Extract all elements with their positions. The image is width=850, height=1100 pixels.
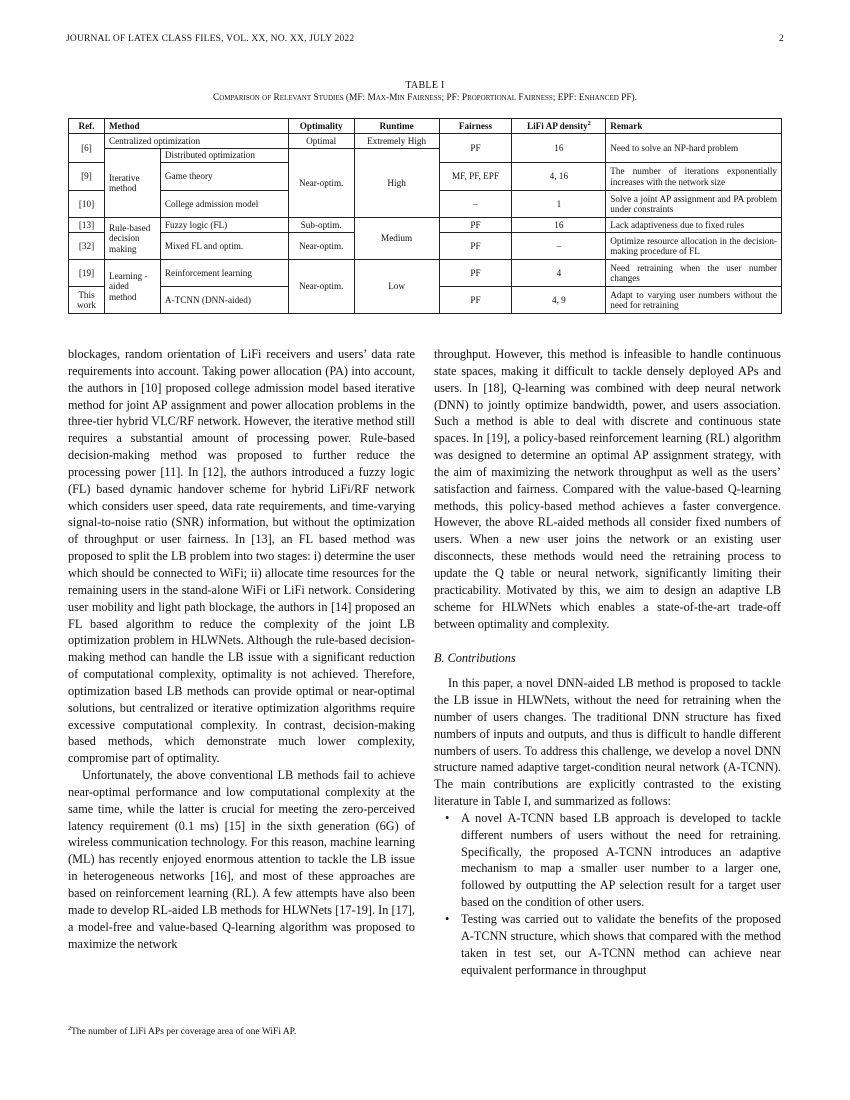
- cell-fairness: MF, PF, EPF: [439, 163, 512, 191]
- cell-remark: The number of iterations exponentially increases with the network size: [606, 163, 782, 191]
- cell-ref: [19]: [69, 260, 105, 287]
- cell-ref: [32]: [69, 233, 105, 260]
- cell-remark: Adapt to varying user numbers without the need for retraining: [606, 287, 782, 314]
- cell-method: Reinforcement learning: [160, 260, 288, 287]
- header-density: [512, 119, 606, 134]
- cell-remark: Need retraining when the user number changes: [606, 260, 782, 287]
- cell-fairness: PF: [439, 134, 512, 163]
- header-runtime: Runtime: [354, 119, 439, 134]
- list-item-text: Testing was carried out to validate the benefits of the proposed A-TCNN structure, which shows that compared with the method taken in test set, our A-TCNN method can achieve near equivalent performance in throughput: [461, 912, 781, 977]
- cell-density: 4, 16: [512, 163, 606, 191]
- paragraph: Unfortunately, the above conventional LB methods fail to achieve near-optimal performance and low computational complexity at the same time, while the latter is crucial for meeting the zero-perceived latency requirement (0.1 ms) [15] in the sixth generation (6G) of wireless communication technology. For this reason, machine learning (ML) has recently enjoyed enormous attention to tackle the LB issue in heterogeneous networks [16], and most of these approaches are based on reinforcement learning (RL). A few attempts have also been made to develop RL-aided LB methods for HLWNets [17-19]. In [17], a model-free and value-based Q-learning algorithm was proposed to maximize the network: [68, 768, 415, 951]
- cell-runtime: Medium: [354, 218, 439, 260]
- cell-density: 1: [512, 191, 606, 218]
- cell-category: Learning -aided method: [104, 260, 160, 314]
- footnote: [68, 1026, 415, 1037]
- table-row: [69, 260, 782, 287]
- cell-runtime: Extremely High: [354, 134, 439, 149]
- cell-density: 16: [512, 134, 606, 163]
- page-number: 2: [779, 34, 784, 44]
- left-column: [68, 346, 415, 952]
- table-title: Comparison of Relevant Studies (MF: Max-Min Fairness; PF: Proportional Fairness; EPF: Enhanced PF).: [213, 93, 637, 103]
- cell-ref: This work: [69, 287, 105, 314]
- list-item: [434, 810, 781, 911]
- bullet-icon: •: [445, 810, 450, 825]
- cell-method: Centralized optimization: [104, 134, 288, 149]
- header-fairness: Fairness: [439, 119, 512, 134]
- cell-optimality: Near-optim.: [288, 233, 354, 260]
- cell-method: Fuzzy logic (FL): [160, 218, 288, 233]
- table-row: [69, 218, 782, 233]
- contribution-list: [434, 810, 781, 978]
- table-caption: [66, 80, 784, 103]
- cell-optimality: Near-optim.: [288, 149, 354, 218]
- bullet-icon: •: [445, 912, 450, 926]
- cell-optimality: Near-optim.: [288, 260, 354, 314]
- cell-method: College admission model: [160, 191, 288, 218]
- table-row: [69, 134, 782, 149]
- running-header: [66, 34, 784, 48]
- cell-runtime: High: [354, 149, 439, 218]
- right-column: [434, 346, 781, 978]
- cell-method: A-TCNN (DNN-aided): [160, 287, 288, 314]
- cell-density: 4, 9: [512, 287, 606, 314]
- journal-header: JOURNAL OF LATEX CLASS FILES, VOL. XX, NO. XX, JULY 2022: [66, 34, 355, 44]
- cell-category: Rule-based decision making: [104, 218, 160, 260]
- paragraph: throughput. However, this method is infeasible to handle continuous state spaces, making it difficult to tackle densely deployed APs and users. In [18], Q-learning was combined with deep neural network (DNN) to jointly optimize bandwidth, power, and users association. Such a method is able to deal with discrete and continuous state spaces. In [19], a policy-based reinforcement learning (RL) algorithm was designed to determine an optimal AP assignment strategy, with the aim of maximizing the network throughput as well as the users’ satisfaction and fairness. Compared with the value-based Q-learning methods, this policy-based method achieves a faster convergence. However, the above RL-aided methods all consider fixed numbers of users. When a new user joins the network or an existing user disconnects, these methods would need the retraining process to update the Q table or neural network, significantly limiting their practicability. Motivated by this, we aim to design an adaptive LB scheme for HLWNets which enables a state-of-the-art trade-off between optimality and complexity.: [434, 347, 781, 631]
- cell-fairness: –: [439, 191, 512, 218]
- cell-runtime: Low: [354, 260, 439, 314]
- cell-remark: Optimize resource allocation in the decision-making procedure of FL: [606, 233, 782, 260]
- footnote-text: The number of LiFi APs per coverage area of one WiFi AP.: [71, 1027, 297, 1038]
- footnote-number: 2: [68, 1026, 71, 1032]
- section-heading: B. Contributions: [434, 651, 516, 666]
- table-header-row: [69, 119, 782, 134]
- cell-remark: Lack adaptiveness due to fixed rules: [606, 218, 782, 233]
- cell-fairness: PF: [439, 233, 512, 260]
- header-ref: Ref.: [69, 119, 105, 134]
- cell-method: Distributed optimization: [160, 149, 288, 163]
- header-method: Method: [104, 119, 288, 134]
- comparison-table: [68, 118, 782, 314]
- cell-ref: [6]: [69, 134, 105, 163]
- cell-fairness: PF: [439, 260, 512, 287]
- cell-ref: [10]: [69, 191, 105, 218]
- paragraph: blockages, random orientation of LiFi receivers and users’ data rate requirements into account. Taking power allocation (PA) into account, the authors in [10] proposed college admission model based iterative method for joint AP assignment and power allocation problems in the three-tier hybrid VLC/RF network. However, the iterative method still requires a substantial amount of processing power. Rule-based decision-making method was proposed to further reduce the processing power [11]. In [12], the authors introduced a fuzzy logic (FL) based dynamic handover scheme for hybrid LiFi/RF network which considers user speed, data rate requirements, and time-varying signal-to-noise ratio (SNR) information, but without the optimization of throughput or user fairness. In [13], an FL based method was proposed to split the LB problem into two stages: i) determine the user which should be connected to WiFi; ii) allocate time resources for the remaining users in the stand-alone WiFi or LiFi network. Considering user mobility and light path blockage, the authors in [14] proposed an FL based algorithm to reduce the complexity of the joint LB optimization problem in HLWNets. Although the rule-based decision-making method can handle the LB issue with a significant reduction of computational complexity, optimality is not achieved. Therefore, optimization based LB methods can provide optimal or near-optimal solutions, but centralized or iterative optimization algorithms require excessive computational complexity. In contrast, decision-making based methods, which demonstrate much lower complexity, compromise part of optimality.: [68, 347, 415, 766]
- list-item-text: A novel A-TCNN based LB approach is developed to tackle different numbers of users without the need for retraining. Specifically, the proposed A-TCNN introduces an adaptive mechanism to map a smaller user number to a larger one, followed by outputting the AP selection result for a target user based on the condition of other users.: [461, 810, 781, 910]
- cell-fairness: PF: [439, 218, 512, 233]
- cell-method: Game theory: [160, 163, 288, 191]
- header-density-label: LiFi AP density: [526, 120, 588, 131]
- cell-optimality: Sub-optim.: [288, 218, 354, 233]
- cell-category: Iterative method: [104, 149, 160, 218]
- cell-remark: Need to solve an NP-hard problem: [606, 134, 782, 163]
- cell-optimality: Optimal: [288, 134, 354, 149]
- cell-fairness: PF: [439, 287, 512, 314]
- cell-density: 4: [512, 260, 606, 287]
- cell-ref: [9]: [69, 163, 105, 191]
- cell-density: –: [512, 233, 606, 260]
- footnote-mark: 2: [587, 120, 591, 127]
- header-optimality: Optimality: [288, 119, 354, 134]
- cell-method: Mixed FL and optim.: [160, 233, 288, 260]
- header-remark: Remark: [606, 119, 782, 134]
- cell-density: 16: [512, 218, 606, 233]
- table-number: TABLE I: [405, 80, 445, 91]
- list-item: [434, 911, 781, 978]
- cell-remark: Solve a joint AP assignment and PA problem under constraints: [606, 191, 782, 218]
- paragraph: In this paper, a novel DNN-aided LB method is proposed to tackle the LB issue in HLWNets, without the need for retraining when the number of users changes. The traditional DNN structure has fixed numbers of inputs and outputs, and thus is difficult to handle different numbers of users. To address this challenge, we develop a novel DNN structure named adaptive target-condition neural network (A-TCNN). The main contributions are explicitly contrasted to the existing literature in Table I, and summarized as follows:: [434, 676, 781, 809]
- cell-ref: [13]: [69, 218, 105, 233]
